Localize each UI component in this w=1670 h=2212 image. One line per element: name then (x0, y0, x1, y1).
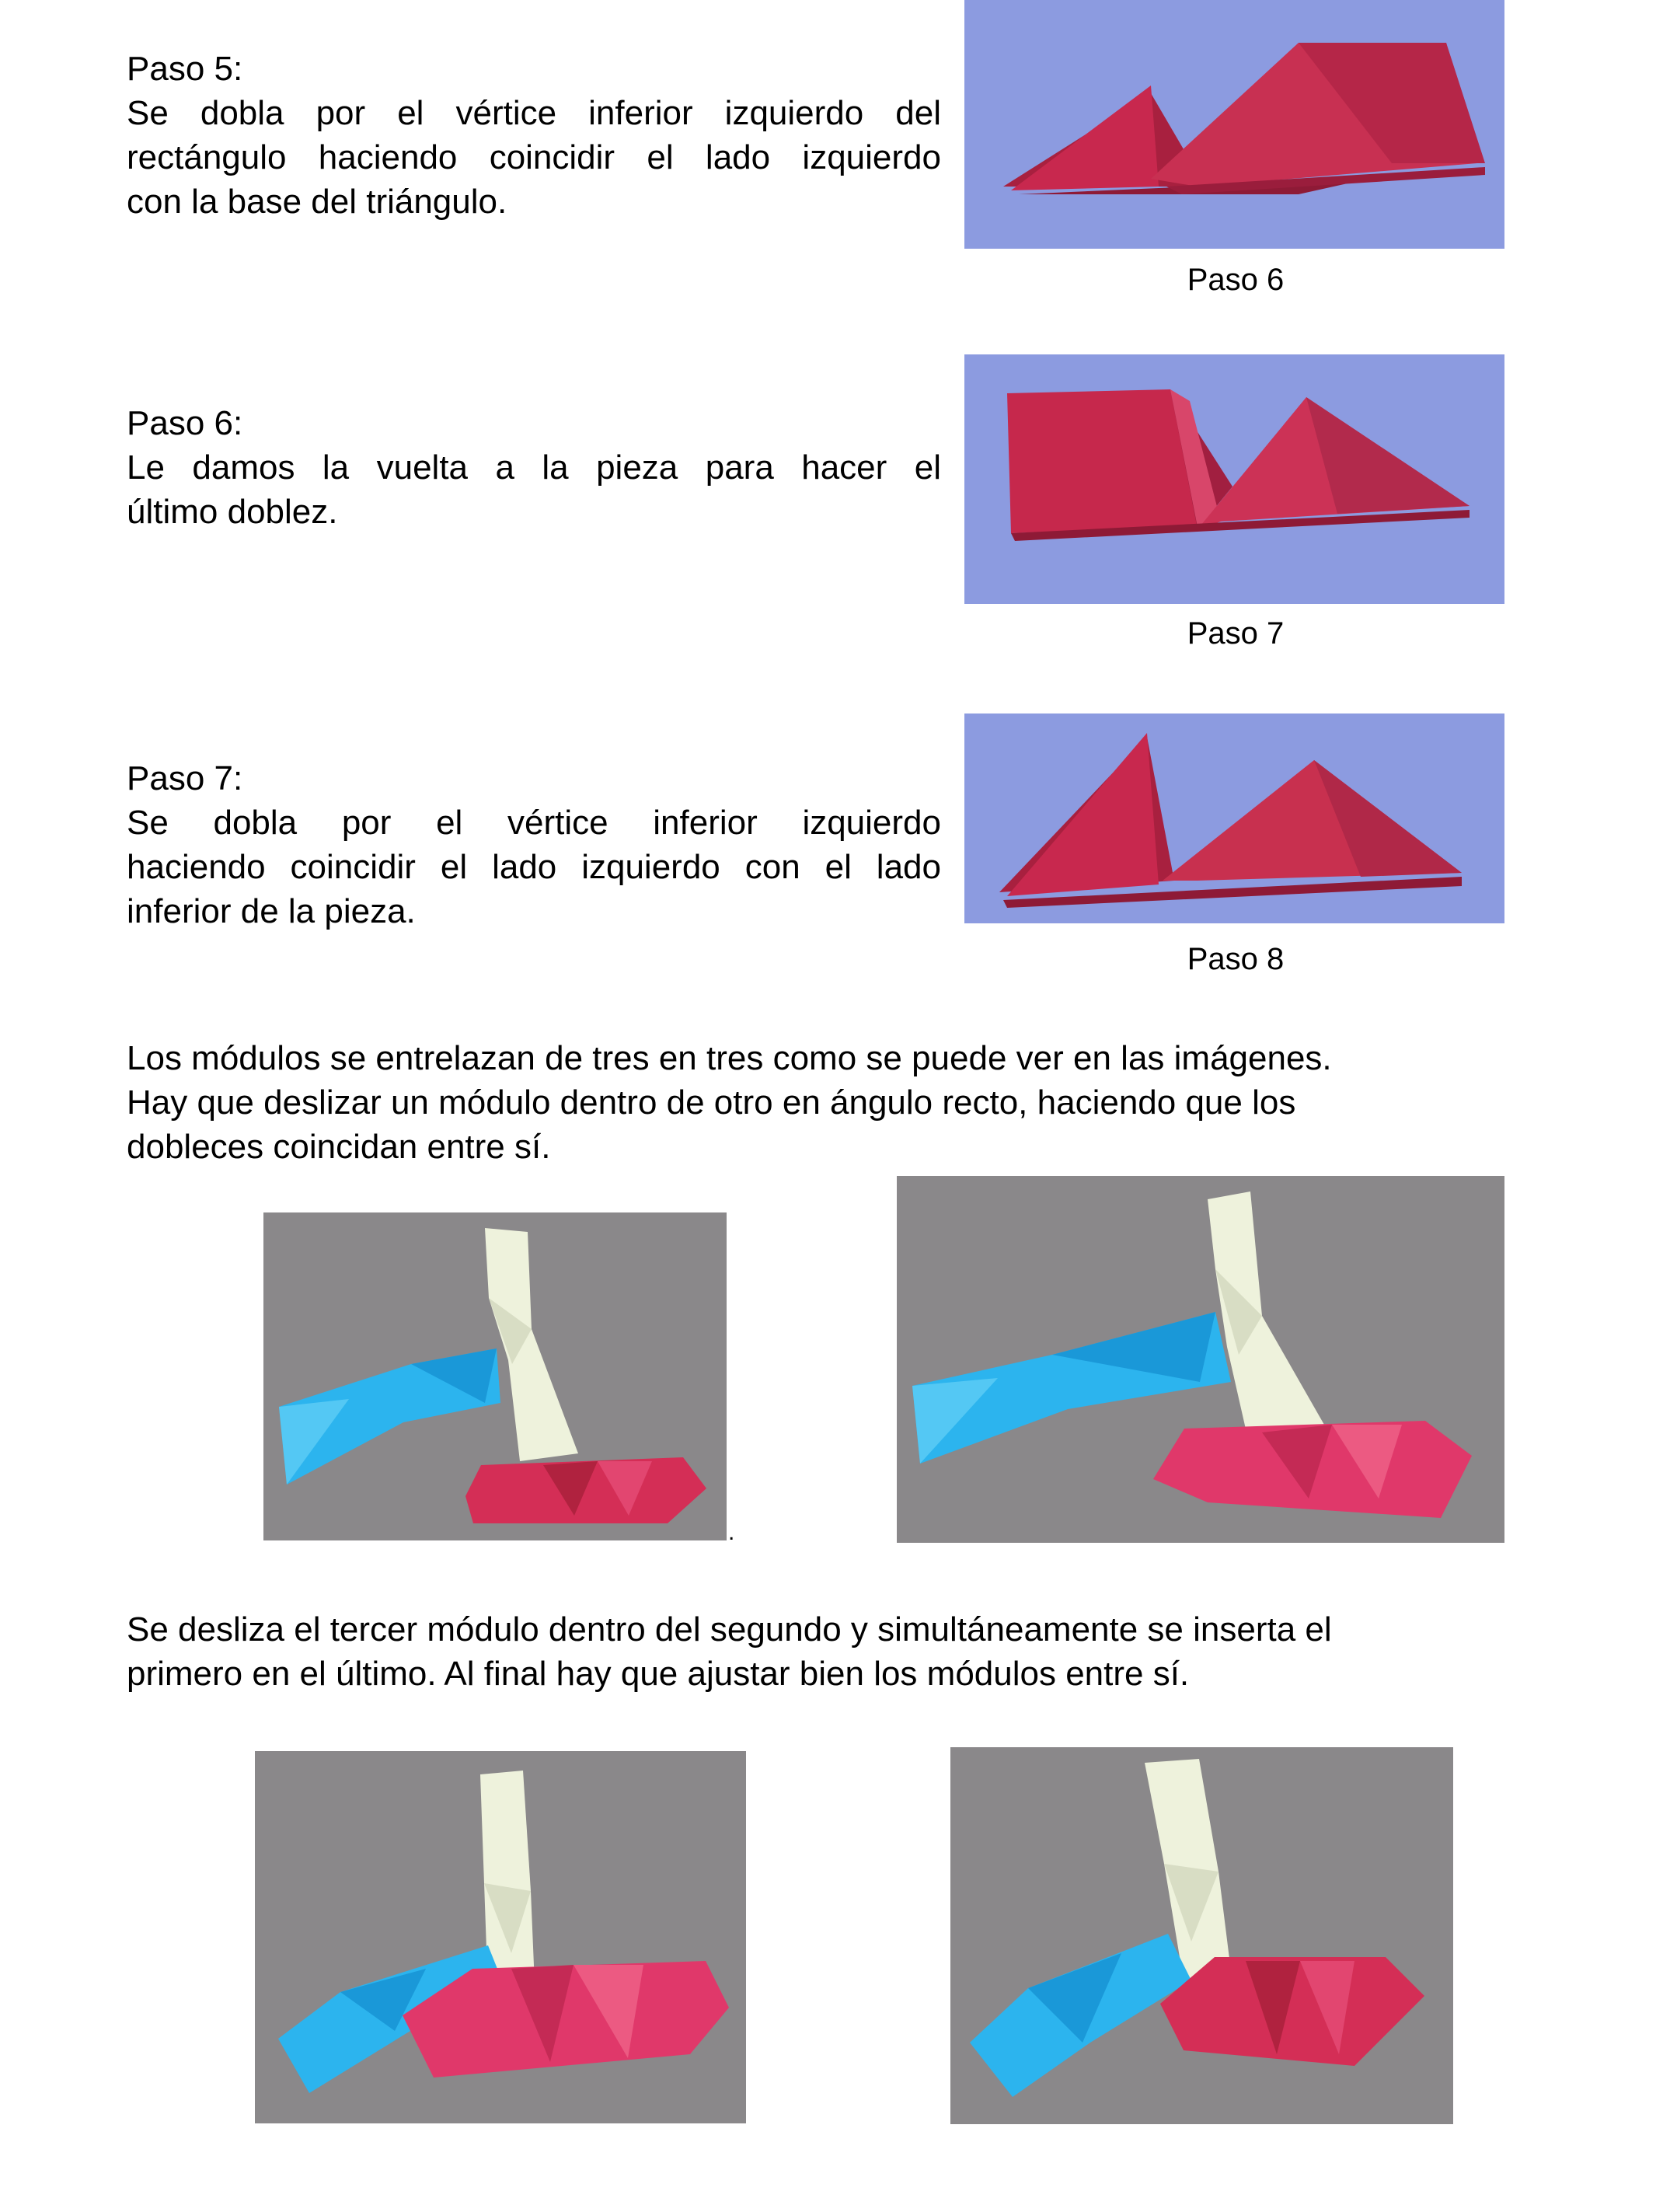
assembly-p1-line-2: Hay que deslizar un módulo dentro de otro en ángulo recto, haciendo que los (127, 1083, 1296, 1122)
step-6-photo (964, 0, 1504, 249)
separator-dot: . (728, 1519, 735, 1545)
assembly-photo-2 (897, 1176, 1504, 1543)
step-6-caption: Paso 6 (1187, 263, 1285, 297)
step-7-line-2: haciendo coincidir el lado izquierdo con el lado (127, 848, 941, 886)
step-5-line-1: Se dobla por el vértice inferior izquierdo del (127, 94, 941, 132)
step-8-photo (964, 713, 1504, 923)
assembly-paragraph-2 (127, 1607, 1525, 1696)
assembly-photo-1 (263, 1212, 727, 1540)
step-8-caption: Paso 8 (1187, 942, 1285, 976)
step-5-heading: Paso 5: (127, 50, 243, 88)
step-6-heading: Paso 6: (127, 404, 243, 442)
assembly-photo-4 (950, 1747, 1453, 2124)
step-5-text (127, 47, 941, 224)
assembly-p1-line-3: dobleces coincidan entre sí. (127, 1128, 551, 1166)
step-7-line-1: Se dobla por el vértice inferior izquierdo (127, 804, 941, 842)
assembly-p1-line-1: Los módulos se entrelazan de tres en tres como se puede ver en las imágenes. (127, 1039, 1332, 1077)
step-7-text (127, 756, 941, 933)
assembly-photo-3 (255, 1751, 746, 2123)
assembly-p2-line-1: Se desliza el tercer módulo dentro del segundo y simultáneamente se inserta el (127, 1610, 1332, 1649)
step-5-line-3: con la base del triángulo. (127, 183, 507, 221)
step-7-caption: Paso 7 (1187, 616, 1285, 651)
assembly-p2-line-2: primero en el último. Al final hay que ajustar bien los módulos entre sí. (127, 1655, 1190, 1693)
step-6-line-1: Le damos la vuelta a la pieza para hacer el (127, 448, 941, 487)
step-5-line-2: rectángulo haciendo coincidir el lado izquierdo (127, 138, 941, 176)
step-6-text (127, 401, 941, 534)
step-7-heading: Paso 7: (127, 759, 243, 797)
step-7-line-3: inferior de la pieza. (127, 892, 416, 930)
step-6-line-2: último doblez. (127, 493, 338, 531)
assembly-paragraph-1 (127, 1036, 1525, 1169)
step-7-photo (964, 354, 1504, 604)
